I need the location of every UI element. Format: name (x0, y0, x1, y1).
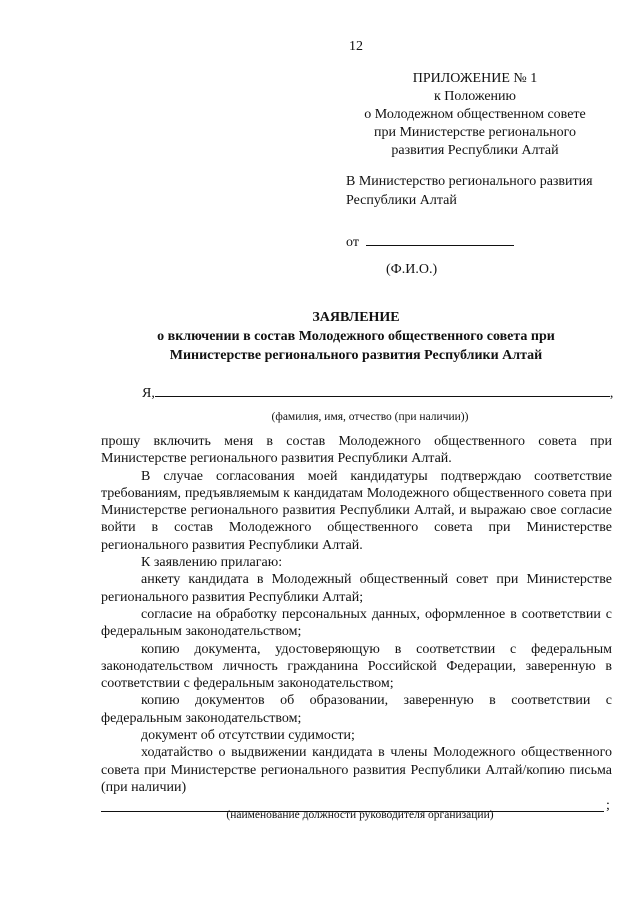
addressee-block (346, 172, 593, 210)
final-suffix: ; (606, 798, 610, 813)
attachment-item: копию документа, удостоверяющую в соответствии с федеральным законодательством личность гражданина Российской Федерации, заверенную в соответствии с федеральным законодательством; (101, 641, 612, 692)
appendix-line: о Молодежном общественном совете (364, 107, 586, 122)
document-title (100, 308, 612, 365)
body-paragraph: В случае согласования моей кандидатуры подтверждаю соответствие требованиям, предъявляемым к кандидатам Молодежного общественного совета при Министерстве регионального развития Республики Алтай, и выражаю свое согласие войти в состав Молодежного общественного совета при Министерстве регионального развития Республики Алтай. (101, 468, 612, 553)
attachment-item: копию документов об образовании, заверенную в соответствии с федеральным законодательством; (101, 693, 612, 726)
appendix-line: развития Республики Алтай (391, 143, 559, 158)
applicant-prefix: Я, (142, 386, 155, 401)
attachment-item: ходатайство о выдвижении кандидата в члены Молодежного общественного совета при Министерстве регионального развития Республики Алтай/копию письма (при наличии) (101, 745, 612, 795)
fio-caption: (Ф.И.О.) (386, 262, 438, 277)
applicant-name-blank[interactable] (155, 384, 610, 397)
organization-head-caption: (наименование должности руководителя организации) (226, 809, 494, 821)
appendix-line: ПРИЛОЖЕНИЕ № 1 (412, 71, 538, 86)
attachment-item: согласие на обработку персональных данных, оформленное в соответствии с федеральным законодательством; (101, 606, 612, 640)
attachment-item: анкету кандидата в Молодежный общественный совет при Министерстве регионального развития Республики Алтай; (101, 572, 612, 605)
from-label: от (346, 235, 359, 250)
addressee-line: В Министерство регионального развития (346, 174, 593, 189)
addressee-line: Республики Алтай (346, 193, 457, 208)
attachment-item: документ об отсутствии судимости; (141, 728, 355, 744)
title-line: о включении в состав Молодежного общественного совета при (157, 329, 555, 344)
page-number: 12 (349, 39, 363, 54)
from-name-blank[interactable] (366, 233, 514, 246)
from-field (346, 233, 514, 252)
title-heading: ЗАЯВЛЕНИЕ (312, 310, 400, 325)
appendix-header (350, 70, 600, 160)
applicant-caption: (фамилия, имя, отчество (при наличии)) (271, 411, 469, 423)
applicant-suffix: , (609, 386, 614, 401)
body-paragraph: прошу включить меня в состав Молодежного общественного совета при Министерстве регионального развития Республики Алтай. (101, 434, 612, 467)
appendix-line: к Положению (433, 89, 516, 104)
appendix-line: при Министерстве регионального (373, 125, 577, 140)
body-text (101, 433, 612, 796)
applicant-field (142, 384, 613, 403)
title-line: Министерстве регионального развития Республики Алтай (169, 348, 543, 363)
body-paragraph: К заявлению прилагаю: (141, 555, 283, 571)
